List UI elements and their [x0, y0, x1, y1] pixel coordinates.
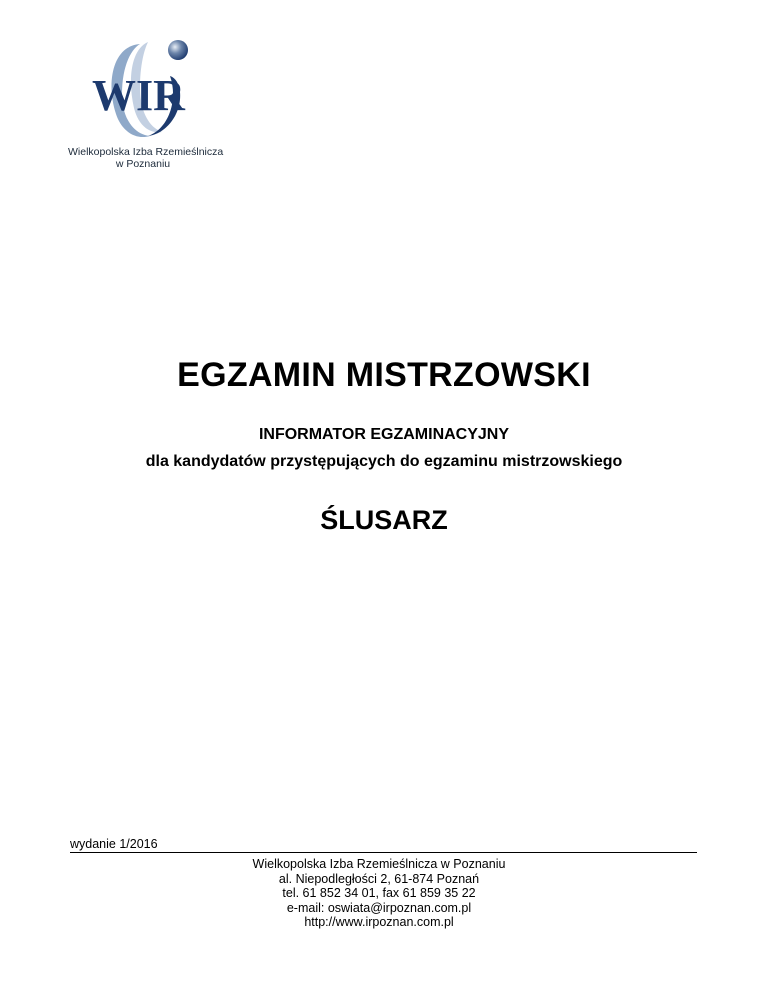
footer-phone: tel. 61 852 34 01, fax 61 859 35 22	[282, 886, 476, 900]
wir-logo-mark	[78, 36, 198, 144]
logo-letters: WIR	[92, 71, 185, 120]
page-title: EGZAMIN MISTRZOWSKI	[177, 356, 591, 394]
wir-logo	[68, 36, 238, 176]
footer-address: al. Niepodległości 2, 61-874 Poznań	[278, 871, 480, 886]
footer-contact	[214, 857, 544, 930]
footer-website[interactable]: http://www.irpoznan.com.pl	[304, 915, 454, 929]
profession-title: ŚLUSARZ	[320, 505, 448, 535]
edition-label: wydanie 1/2016	[70, 837, 158, 851]
subtitle-audience: dla kandydatów przystępujących do egzaminu mistrzowskiego	[145, 453, 623, 470]
footer-divider	[70, 852, 697, 853]
logo-caption-line2: w Poznaniu	[115, 158, 171, 170]
footer-email[interactable]: e-mail: oswiata@irpoznan.com.pl	[286, 900, 472, 915]
footer-org-name: Wielkopolska Izba Rzemieślnicza w Poznaniu	[252, 857, 506, 871]
subtitle-informator: INFORMATOR EGZAMINACYJNY	[258, 426, 510, 443]
logo-caption-line1: Wielkopolska Izba Rzemieślnicza	[68, 146, 224, 158]
logo-caption	[68, 146, 224, 170]
